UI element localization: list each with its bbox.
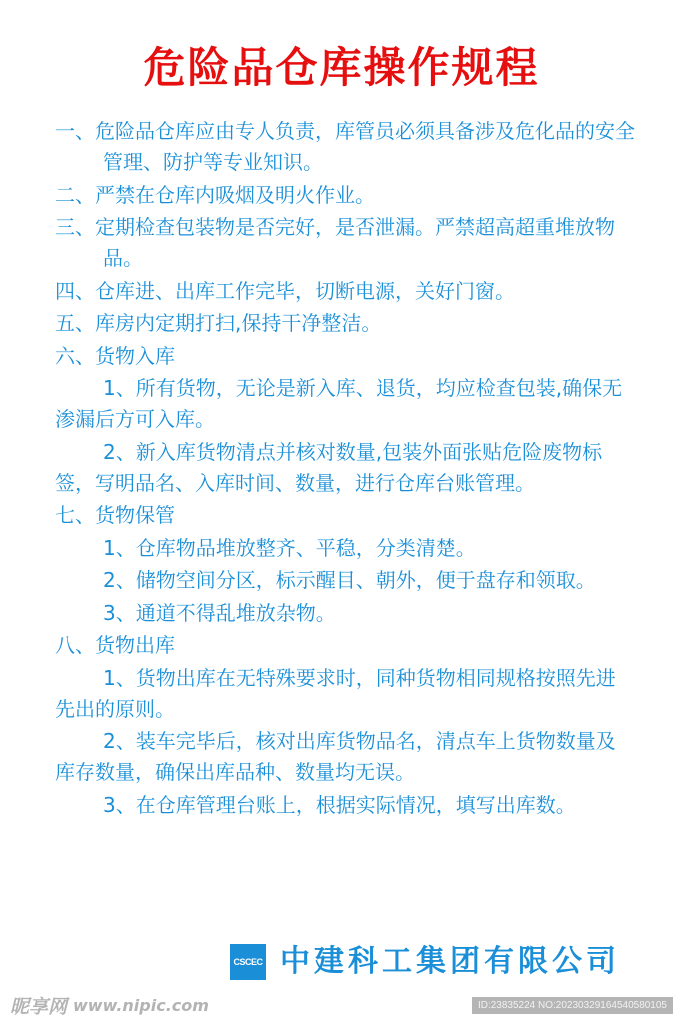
regulation-list xyxy=(55,116,635,822)
section-item: 1、仓库物品堆放整齐、平稳，分类清楚。 xyxy=(103,535,476,560)
section-heading: 八、货物出库 xyxy=(55,633,175,657)
company-footer xyxy=(230,944,620,980)
section-item: 1、货物出库在无特殊要求时，同种货物相同规格按照先进先出的原则。 xyxy=(55,665,616,721)
section-item: 2、装车完毕后，核对出库货物品名，清点车上货物数量及库存数量，确保出库品种、数量均无误。 xyxy=(55,729,616,784)
page-title: 危险品仓库操作规程 xyxy=(143,43,540,92)
section-heading: 六、货物入库 xyxy=(55,343,175,368)
company-logo-icon xyxy=(230,944,266,980)
section-heading: 七、货物保管 xyxy=(55,503,175,527)
section-item: 1、所有货物，无论是新入库、退货，均应检查包装,确保无渗漏后方可入库。 xyxy=(55,376,623,431)
section-item: 3、通道不得乱堆放杂物。 xyxy=(103,600,336,625)
watermark-image-id: ID:23835224 NO:20230329164540580105 xyxy=(472,997,673,1014)
section-item: 2、储物空间分区，标示醒目、朝外，便于盘存和领取。 xyxy=(103,568,596,592)
section-item: 3、在仓库管理台账上，根据实际情况，填写出库数。 xyxy=(103,792,576,817)
watermark-site-logo: 昵享网 xyxy=(10,995,68,1018)
watermark-bar xyxy=(0,986,683,1024)
section-heading: 三、定期检查包装物是否完好，是否泄漏。严禁超高超重堆放物品。 xyxy=(55,215,615,270)
company-logo-text: CSCEC xyxy=(233,957,263,967)
section-heading: 二、严禁在仓库内吸烟及明火作业。 xyxy=(55,182,375,207)
section-heading: 四、仓库进、出库工作完毕，切断电源，关好门窗。 xyxy=(55,278,515,303)
company-name: 中建科工集团有限公司 xyxy=(280,944,620,979)
section-heading: 一、危险品仓库应由专人负责，库管员必须具备涉及危化品的安全管理、防护等专业知识。 xyxy=(55,119,635,174)
watermark-site-url: www.nipic.com xyxy=(73,995,209,1015)
section-heading: 五、库房内定期打扫,保持干净整洁。 xyxy=(55,311,382,335)
section-item: 2、新入库货物清点并核对数量,包装外面张贴危险废物标签，写明品名、入库时间、数量，进行仓库台账管理。 xyxy=(55,439,603,495)
